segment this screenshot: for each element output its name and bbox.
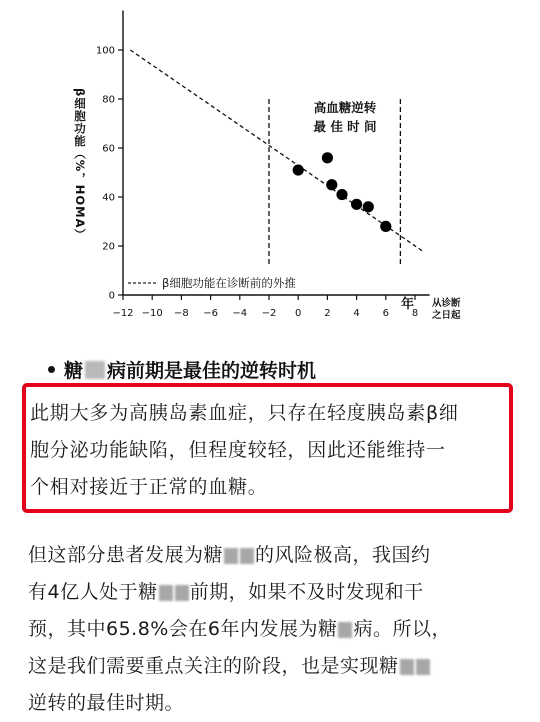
callout-line: 个相对接近于正常的血糖。	[30, 476, 268, 498]
para-line	[28, 611, 528, 648]
x-tick-label: −10	[141, 308, 163, 319]
x-tick-label: 8	[411, 308, 419, 319]
data-point	[336, 189, 347, 200]
para-text: 但这部分患者发展为糖	[28, 544, 224, 566]
section-heading	[48, 356, 316, 383]
para-text: 这是我们需要重点关注的阶段，也是实现糖	[28, 655, 399, 677]
x-tick-label: −6	[203, 308, 218, 319]
para-text: 预，其中65.8%会在6年内发展为糖	[28, 618, 338, 640]
x-axis	[112, 295, 429, 319]
trend-line	[130, 50, 422, 251]
heading-text-start: 糖	[64, 360, 84, 382]
x-tick-label: −2	[261, 308, 277, 319]
data-point	[380, 221, 391, 232]
body-paragraph	[28, 537, 528, 722]
redaction-blur	[416, 659, 430, 675]
data-point	[293, 164, 304, 175]
x-tick-label: −12	[112, 308, 134, 319]
data-point	[326, 179, 337, 190]
callout-line: 胞分泌功能缺陷，但程度较轻，因此还能维持一	[30, 439, 446, 461]
para-line	[28, 537, 528, 574]
y-tick-label: 60	[102, 143, 115, 155]
x-axis-label: 年	[401, 297, 415, 312]
data-point	[363, 201, 374, 212]
x-tick-label: 4	[353, 308, 360, 319]
y-tick-label: 20	[102, 241, 115, 253]
data-point	[322, 152, 333, 163]
x-tick-label: 0	[295, 308, 302, 319]
y-tick-label: 80	[102, 94, 115, 106]
window-label-line2: 最 佳 时 间	[313, 119, 377, 134]
x-tick-label: 2	[324, 308, 331, 319]
y-tick-label: 100	[95, 45, 115, 57]
x-tick-label: −8	[174, 308, 189, 319]
para-text: 病。所以，	[353, 618, 451, 640]
para-text: 有4亿人处于糖	[28, 581, 158, 603]
legend-label: β细胞功能在诊断前的外推	[162, 276, 296, 290]
heading-text-end: 病前期是最佳的逆转时机	[107, 360, 317, 382]
para-text: 前期，如果不及时发现和干	[189, 581, 424, 603]
x-tick-label: −4	[232, 308, 248, 319]
highlight-box	[22, 383, 513, 513]
y-axis-label: β细胞功能（%，HOMA）	[73, 88, 87, 241]
redaction-blur	[85, 361, 105, 379]
redaction-blur	[159, 585, 173, 601]
redaction-blur	[240, 548, 254, 564]
y-axis	[96, 11, 123, 302]
y-tick-label: 40	[102, 192, 115, 204]
beta-cell-chart	[0, 0, 540, 345]
callout-line: 此期大多为高胰岛素血症，只存在轻度胰岛素β细	[30, 402, 459, 424]
redaction-blur	[224, 548, 238, 564]
redaction-blur	[175, 585, 189, 601]
para-line: 逆转的最佳时期。	[28, 692, 185, 714]
data-point	[351, 199, 362, 210]
para-line	[28, 648, 528, 685]
redaction-blur	[400, 659, 414, 675]
y-tick-label: 0	[108, 290, 115, 302]
plot-area	[130, 50, 422, 266]
para-line	[28, 574, 528, 611]
redaction-blur	[338, 622, 352, 638]
x-tick-label: 6	[382, 308, 389, 319]
bullet-icon	[48, 366, 55, 373]
x-axis-note: 从诊断之日起	[432, 298, 461, 321]
para-text: 的风险极高，我国约	[255, 544, 431, 566]
window-label-line1: 高血糖逆转	[313, 100, 377, 115]
